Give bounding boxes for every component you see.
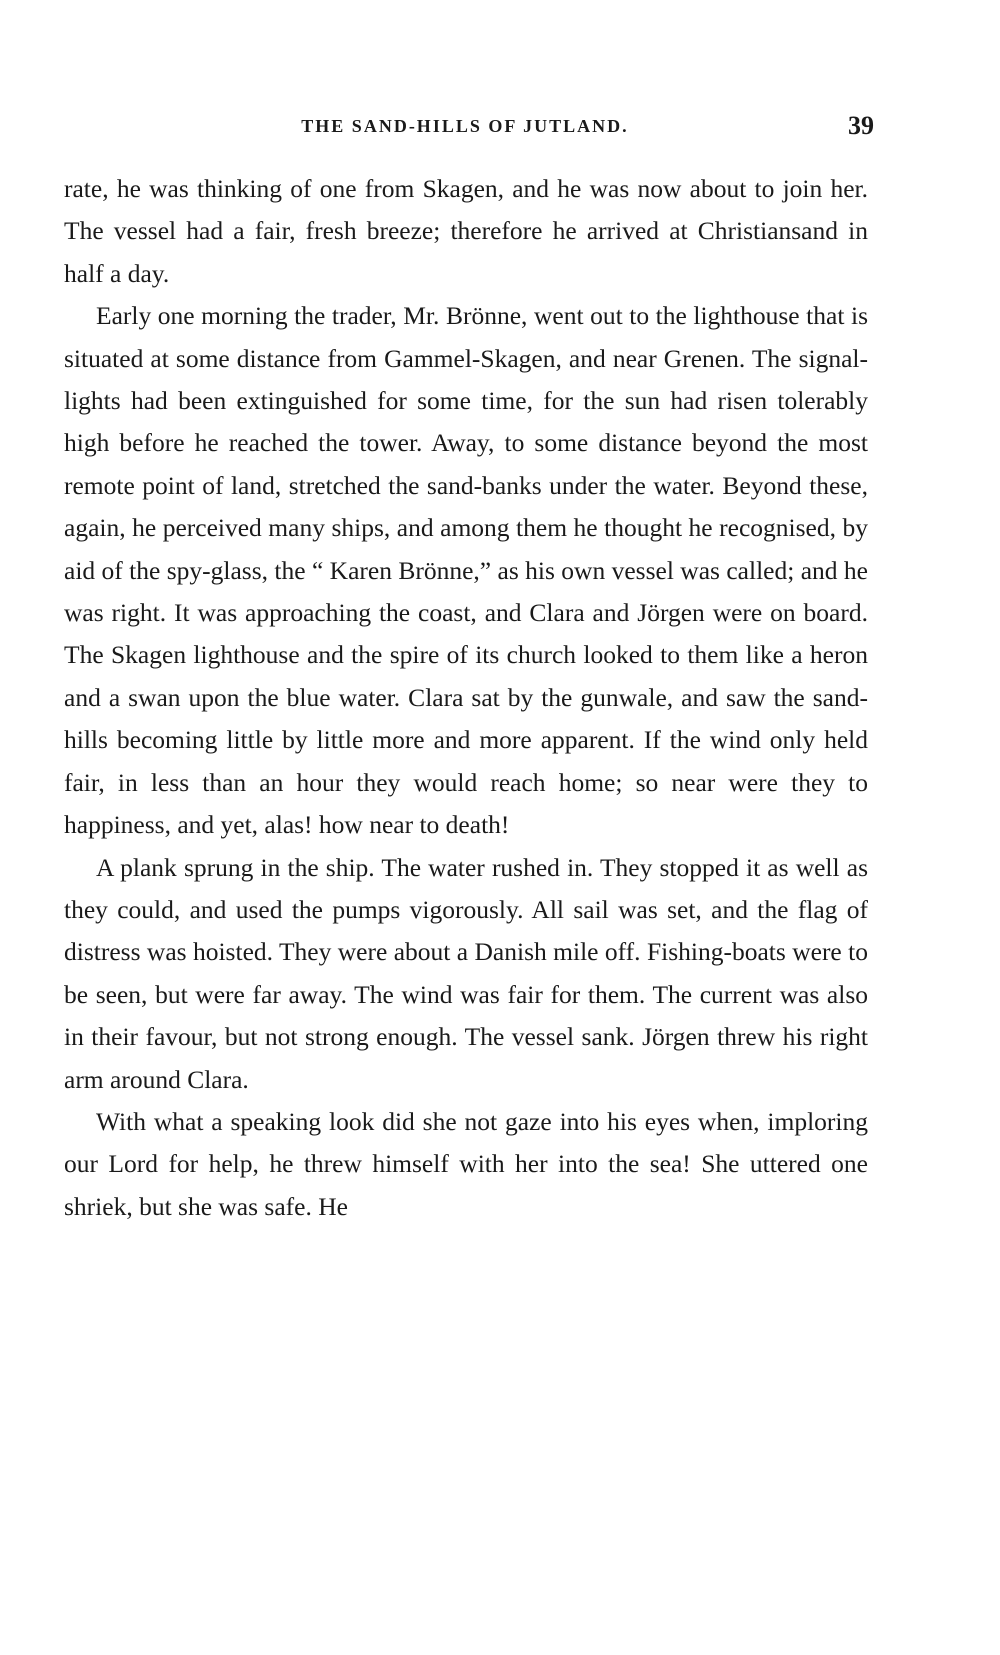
paragraph-shipwreck: A plank sprung in the ship. The water rushed in. They stopped it as well as they could, and used the pumps vigorously. All sail was set, and the flag of distress was hoisted. They were about a Danish mile off. Fishing-boats were to be seen, but were far away. The wind was fair for them. The current was also in their favour, but not strong enough. The vessel sank. Jörgen threw his right arm around Clara. [64,852,868,1094]
running-head [62,108,874,144]
paragraph-lighthouse: Early one morning the trader, Mr. Brönne, went out to the lighthouse that is situated at some distance from Gammel-Skagen, and near Grenen. The signal-lights had been extinguished for some time, for the sun had risen tolerably high before he reached the tower. Away, to some distance beyond the most remote point of land, stretched the sand-banks under the water. Beyond these, again, he perceived many ships, and among them he thought he recognised, by aid of the spy-glass, the “ Karen Brönne,” as his own vessel was called; and he was right. It was approaching the coast, and Clara and Jörgen were on board. The Skagen lighthouse and the spire of its church looked to them like a heron and a swan upon the blue water. Clara sat by the gunwale, and saw the sand-hills becoming little by little more and more apparent. If the wind only held fair, in less than an hour they would reach home; so near were they to happiness, and yet, alas! how near to death! [64,301,868,840]
paragraph-continued: rate, he was thinking of one from Skagen, and he was now about to join her. The vessel had a fair, fresh breeze; therefore he arrived at Christiansand in half a day. [64,174,868,288]
page-number: 39 [848,111,874,140]
paragraph-rescue: With what a speaking look did she not gaze into his eyes when, imploring our Lord for help, he threw himself with her into the sea! She uttered one shriek, but she was safe. He [64,1106,868,1221]
body-text [64,168,868,1228]
running-title: THE SAND-HILLS OF JUTLAND. [301,116,629,136]
